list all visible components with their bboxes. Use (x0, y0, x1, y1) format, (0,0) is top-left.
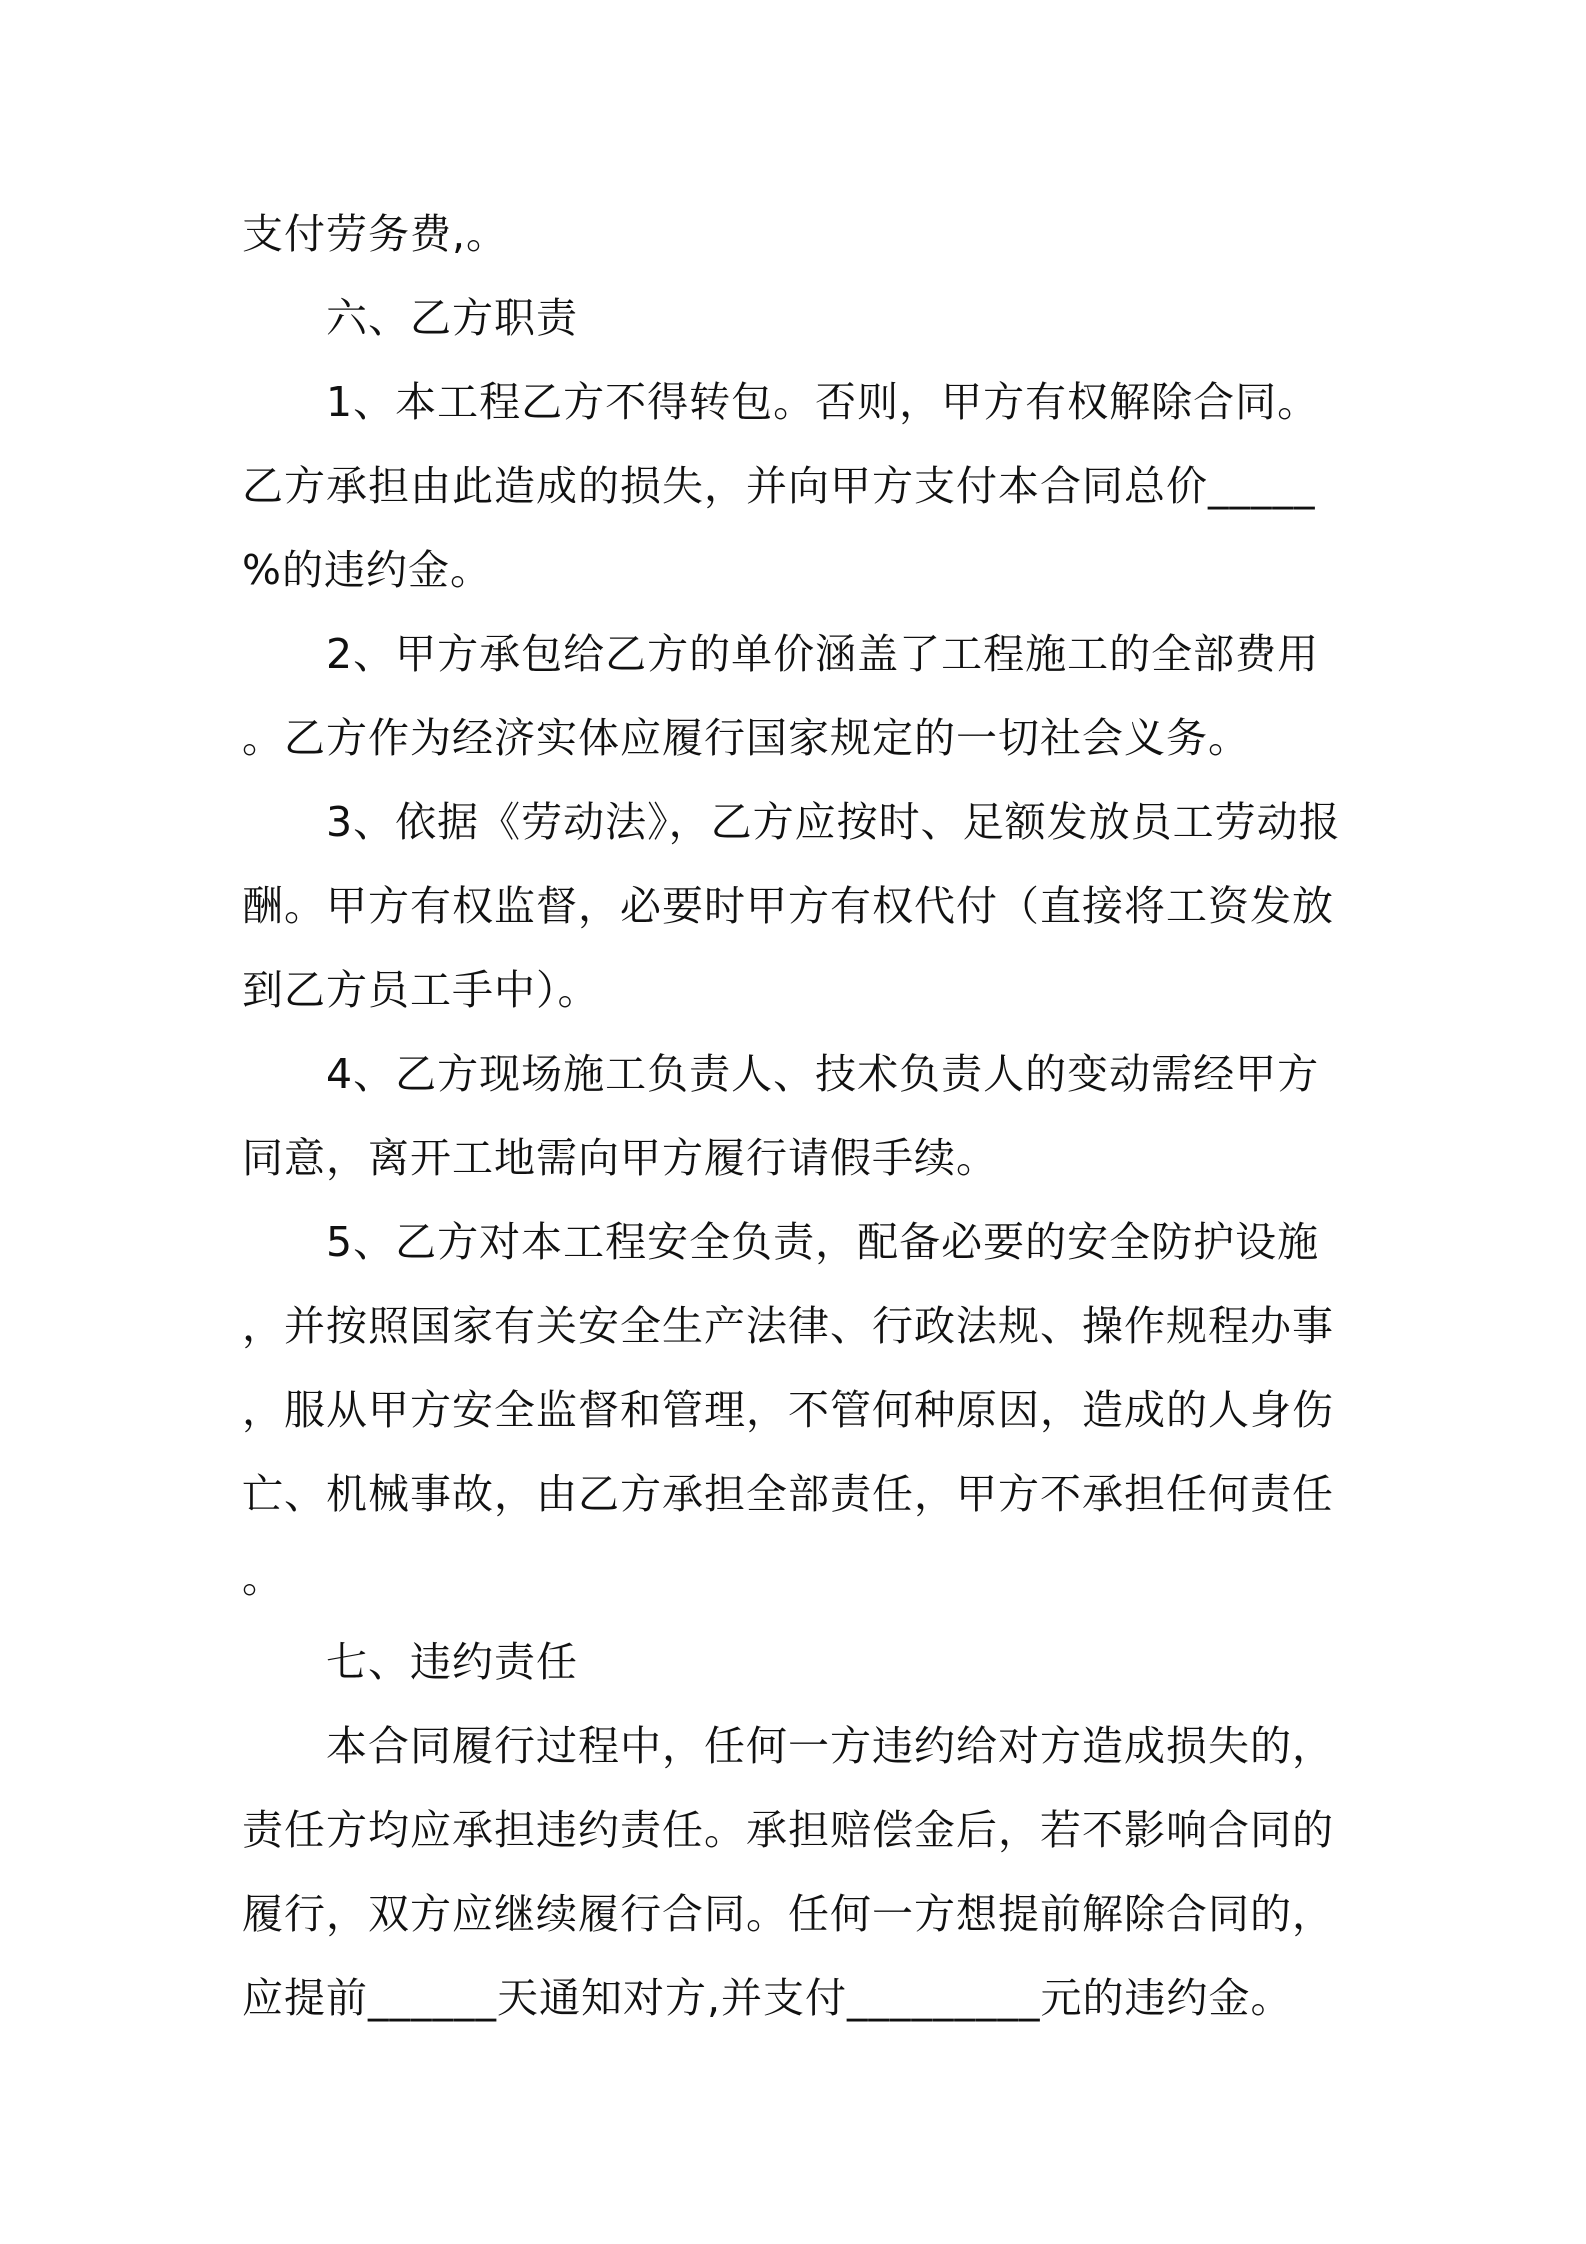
text-line: ，并按照国家有关安全生产法律、行政法规、操作规程办事 (242, 1302, 1334, 1350)
text-line: 亡、机械事故，由乙方承担全部责任，甲方不承担任何责任 (242, 1470, 1334, 1518)
section-heading: 七、违约责任 (326, 1638, 578, 1686)
text-line: 应提前______天通知对方,并支付_________元的违约金。 (242, 1974, 1293, 2022)
text-line: 支付劳务费,。 (242, 210, 509, 258)
text-line: 3、依据《劳动法》，乙方应按时、足额发放员工劳动报 (326, 798, 1341, 846)
text-line: %的违约金。 (242, 546, 492, 594)
text-line: 。 (242, 1554, 284, 1602)
text-line: 同意，离开工地需向甲方履行请假手续。 (242, 1134, 998, 1182)
text-line: 本合同履行过程中，任何一方违约给对方造成损失的， (326, 1722, 1334, 1770)
text-line: 责任方均应承担违约责任。承担赔偿金后，若不影响合同的 (242, 1806, 1334, 1854)
contract-text (242, 192, 1352, 2040)
text-line: 到乙方员工手中）。 (242, 966, 600, 1014)
text-line: ，服从甲方安全监督和管理，不管何种原因，造成的人身伤 (242, 1386, 1334, 1434)
text-line: 4、乙方现场施工负责人、技术负责人的变动需经甲方 (326, 1050, 1320, 1098)
text-line: 5、乙方对本工程安全负责，配备必要的安全防护设施 (326, 1218, 1320, 1266)
text-line: 。乙方作为经济实体应履行国家规定的一切社会义务。 (242, 714, 1250, 762)
section-heading: 六、乙方职责 (326, 294, 578, 342)
text-line: 履行，双方应继续履行合同。任何一方想提前解除合同的， (242, 1890, 1334, 1938)
text-line: 2、甲方承包给乙方的单价涵盖了工程施工的全部费用 (326, 630, 1320, 678)
text-line: 乙方承担由此造成的损失，并向甲方支付本合同总价_____ (242, 462, 1316, 510)
text-line: 酬。甲方有权监督，必要时甲方有权代付（直接将工资发放 (242, 882, 1334, 930)
text-line: 1、本工程乙方不得转包。否则，甲方有权解除合同。 (326, 378, 1320, 426)
